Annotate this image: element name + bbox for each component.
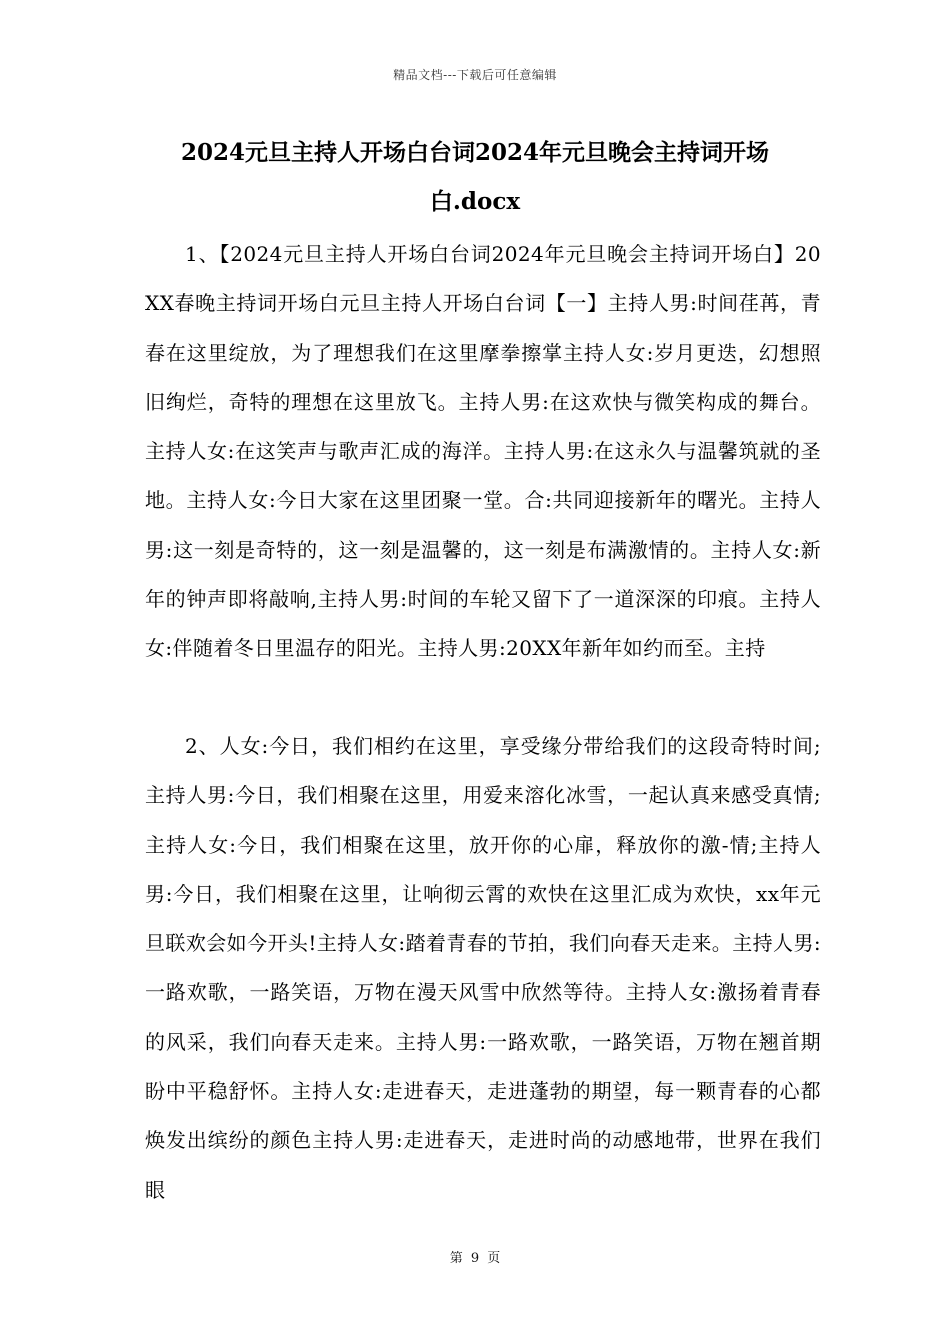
document-title: 2024元旦主持人开场白台词2024年元旦晚会主持词开场白.docx (180, 139, 770, 215)
page-header: 精品文档---下载后可任意编辑 (393, 68, 557, 82)
body-paragraph-1: 1、【2024元旦主持人开场白台词2024年元旦晚会主持词开场白】20XX春晚主持词开场白元旦主持人开场白台词【一】主持人男:时间荏苒，青春在这里绽放，为了理想我们在这里摩拳擦掌主持人女:岁月更迭，幻想照旧绚烂，奇特的理想在这里放飞。主持人男:在这欢快与微笑构成的舞台。主持人女:在这笑声与歌声汇成的海洋。主持人男:在这永久与温馨筑就的圣地。主持人女:今日大家在这里团聚一堂。合:共同迎接新年的曙光。主持人男:这一刻是奇特的，这一刻是温馨的，这一刻是布满激情的。主持人女:新年的钟声即将敲响,主持人男:时间的车轮又留下了一道深深的印痕。主持人女:伴随着冬日里温存的阳光。主持人男:20XX年新年如约而至。主持 (145, 242, 821, 661)
page-number: 第 9 页 (449, 1251, 501, 1266)
body-paragraph-2: 2、人女:今日，我们相约在这里，享受缘分带给我们的这段奇特时间;主持人男:今日，我们相聚在这里，用爱来溶化冰雪，一起认真来感受真情;主持人女:今日，我们相聚在这里，放开你的心扉，释放你的激-情;主持人男:今日，我们相聚在这里，让响彻云霄的欢快在这里汇成为欢快，xx年元旦联欢会如今开头!主持人女:踏着青春的节拍，我们向春天走来。主持人男:一路欢歌，一路笑语，万物在漫天风雪中欣然等待。主持人女:激扬着青春的风采，我们向春天走来。主持人男:一路欢歌，一路笑语，万物在翘首期盼中平稳舒怀。主持人女:走进春天，走进蓬勃的期望，每一颗青春的心都焕发出缤纷的颜色主持人男:走进春天，走进时尚的动感地带，世界在我们眼 (145, 734, 821, 1202)
